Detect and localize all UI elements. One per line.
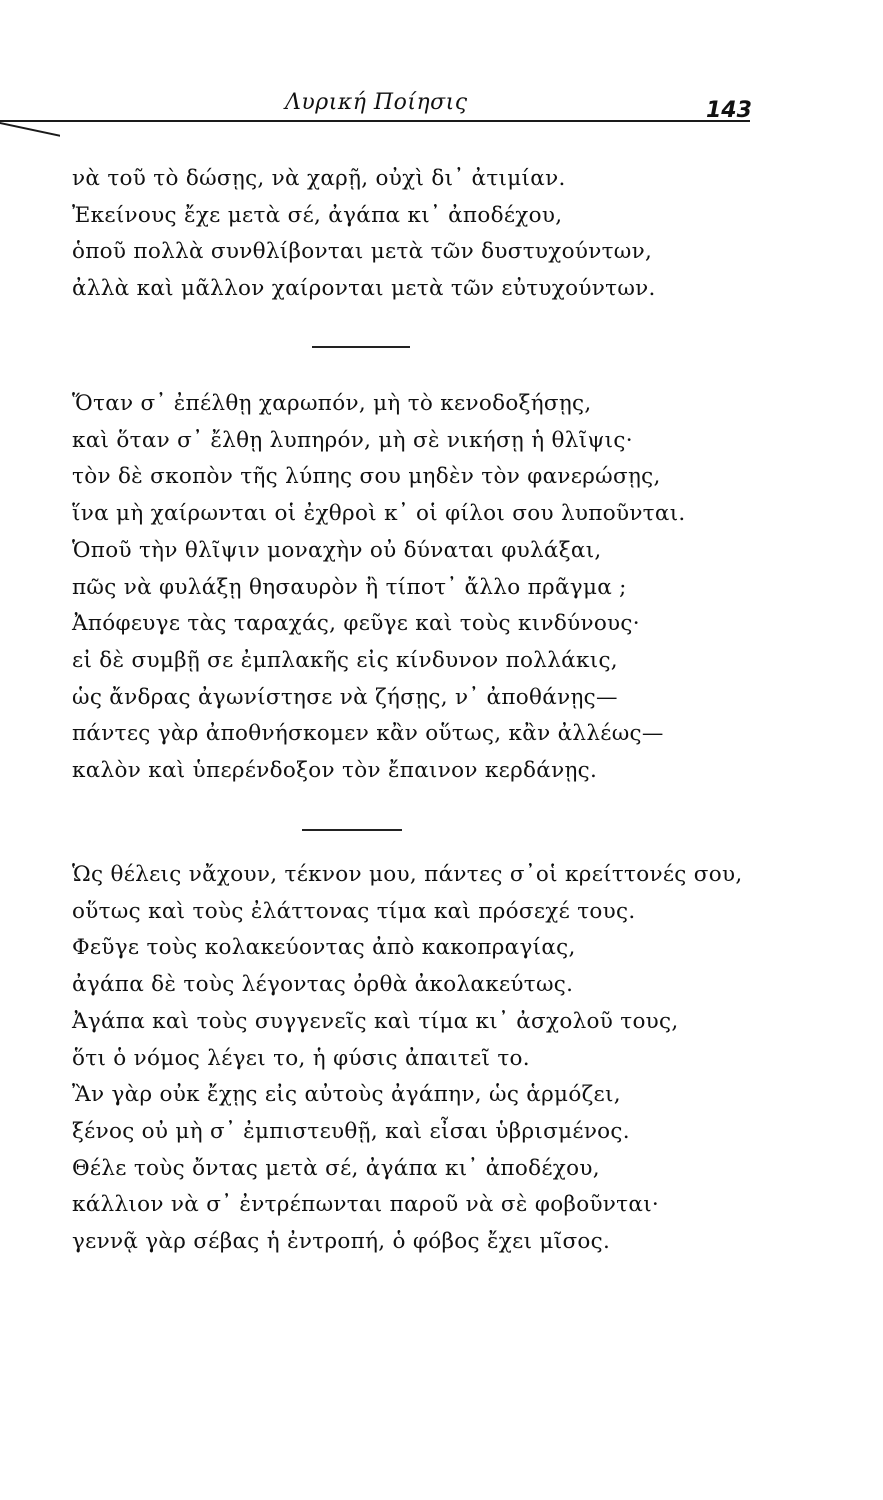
page-number: 143 [706, 98, 752, 123]
stanza-separator [302, 829, 402, 831]
verse-line: οὕτως καὶ τοὺς ἐλάττονας τίμα καὶ πρόσεχέ τους. [72, 898, 636, 924]
header-rule-hook [0, 100, 60, 137]
verse-line: Φεῦγε τοὺς κολακεύοντας ἀπὸ κακοπραγίας, [72, 935, 576, 961]
verse-line: γεννᾷ γὰρ σέβας ἡ ἐντροπή, ὁ φόβος ἔχει μῖσος. [72, 1229, 611, 1255]
verse-line: Ὅταν σ᾿ ἐπέλθῃ χαρωπόν, μὴ τὸ κενοδοξήσῃς, [72, 391, 592, 416]
verse-line: ὡς ἄνδρας ἀγωνίστησε νὰ ζήσῃς, ν᾿ ἀποθάνῃς— [72, 684, 618, 710]
verse-line: πάντες γὰρ ἀποθνήσκομεν κἂν οὕτως, κἂν ἀλλέως— [72, 721, 664, 747]
verse-line: ἵνα μὴ χαίρωνται οἱ ἐχθροὶ κ᾿ οἱ φίλοι σου λυποῦνται. [72, 501, 686, 527]
verse-line: Ὡς θέλεις νἄχουν, τέκνον μου, πάντες σ᾿οἱ κρείττονές σου, [72, 862, 743, 887]
verse-line: ξένος οὐ μὴ σ᾿ ἐμπιστευθῇ, καὶ εἶσαι ὑβρισμένος. [72, 1118, 630, 1144]
verse-line: Ἀγάπα καὶ τοὺς συγγενεῖς καὶ τίμα κι᾿ ἀσχολοῦ τους, [72, 1008, 679, 1034]
stanza-1 [72, 161, 772, 308]
verse-line: καὶ ὅταν σ᾿ ἔλθῃ λυπηρόν, μὴ σὲ νικήσῃ ἡ θλῖψις· [72, 427, 633, 453]
verse-line: νὰ τοῦ τὸ δώσῃς, νὰ χαρῇ, οὐχὶ δι᾿ ἀτιμίαν. [72, 166, 566, 191]
verse-line: Ἐκείνους ἔχε μετὰ σέ, ἀγάπα κι᾿ ἀποδέχου, [72, 202, 563, 228]
stanza-separator [312, 346, 410, 348]
header-rule [0, 120, 750, 122]
stanza-2 [72, 386, 772, 790]
verse-line: εἰ δὲ συμβῇ σε ἐμπλακῆς εἰς κίνδυνον πολλάκις, [72, 647, 618, 673]
verse-line: ὁποῦ πολλὰ συνθλίβονται μετὰ τῶν δυστυχούντων, [72, 239, 653, 265]
stanza-3 [72, 857, 772, 1261]
running-title: Λυρική Ποίησις [285, 90, 468, 115]
verse-line: ἀλλὰ καὶ μᾶλλον χαίρονται μετὰ τῶν εὐτυχούντων. [72, 276, 656, 302]
verse-line: ἀγάπα δὲ τοὺς λέγοντας ὀρθὰ ἀκολακεύτως. [72, 972, 574, 998]
verse-line: ὅτι ὁ νόμος λέγει το, ἡ φύσις ἀπαιτεῖ το. [72, 1045, 530, 1071]
verse-line: Ὁποῦ τὴν θλῖψιν μοναχὴν οὐ δύναται φυλάξαι, [72, 537, 602, 563]
verse-line: καλὸν καὶ ὑπερένδοξον τὸν ἔπαινον κερδάνῃς. [72, 758, 598, 784]
verse-line: Ἀπόφευγε τὰς ταραχάς, φεῦγε καὶ τοὺς κινδύνους· [72, 611, 640, 637]
verse-line: πῶς νὰ φυλάξῃ θησαυρὸν ἢ τίποτ᾿ ἄλλο πρᾶγμα ; [72, 574, 627, 600]
verse-line: κάλλιον νὰ σ᾿ ἐντρέπωνται παροῦ νὰ σὲ φοβοῦνται· [72, 1192, 660, 1218]
verse-line: Ἂν γὰρ οὐκ ἔχῃς εἰς αὐτοὺς ἀγάπην, ὡς ἁρμόζει, [72, 1082, 621, 1108]
verse-line: Θέλε τοὺς ὄντας μετὰ σέ, ἀγάπα κι᾿ ἀποδέχου, [72, 1155, 600, 1181]
verse-line: τὸν δὲ σκοπὸν τῆς λύπης σου μηδὲν τὸν φανερώσῃς, [72, 464, 661, 490]
